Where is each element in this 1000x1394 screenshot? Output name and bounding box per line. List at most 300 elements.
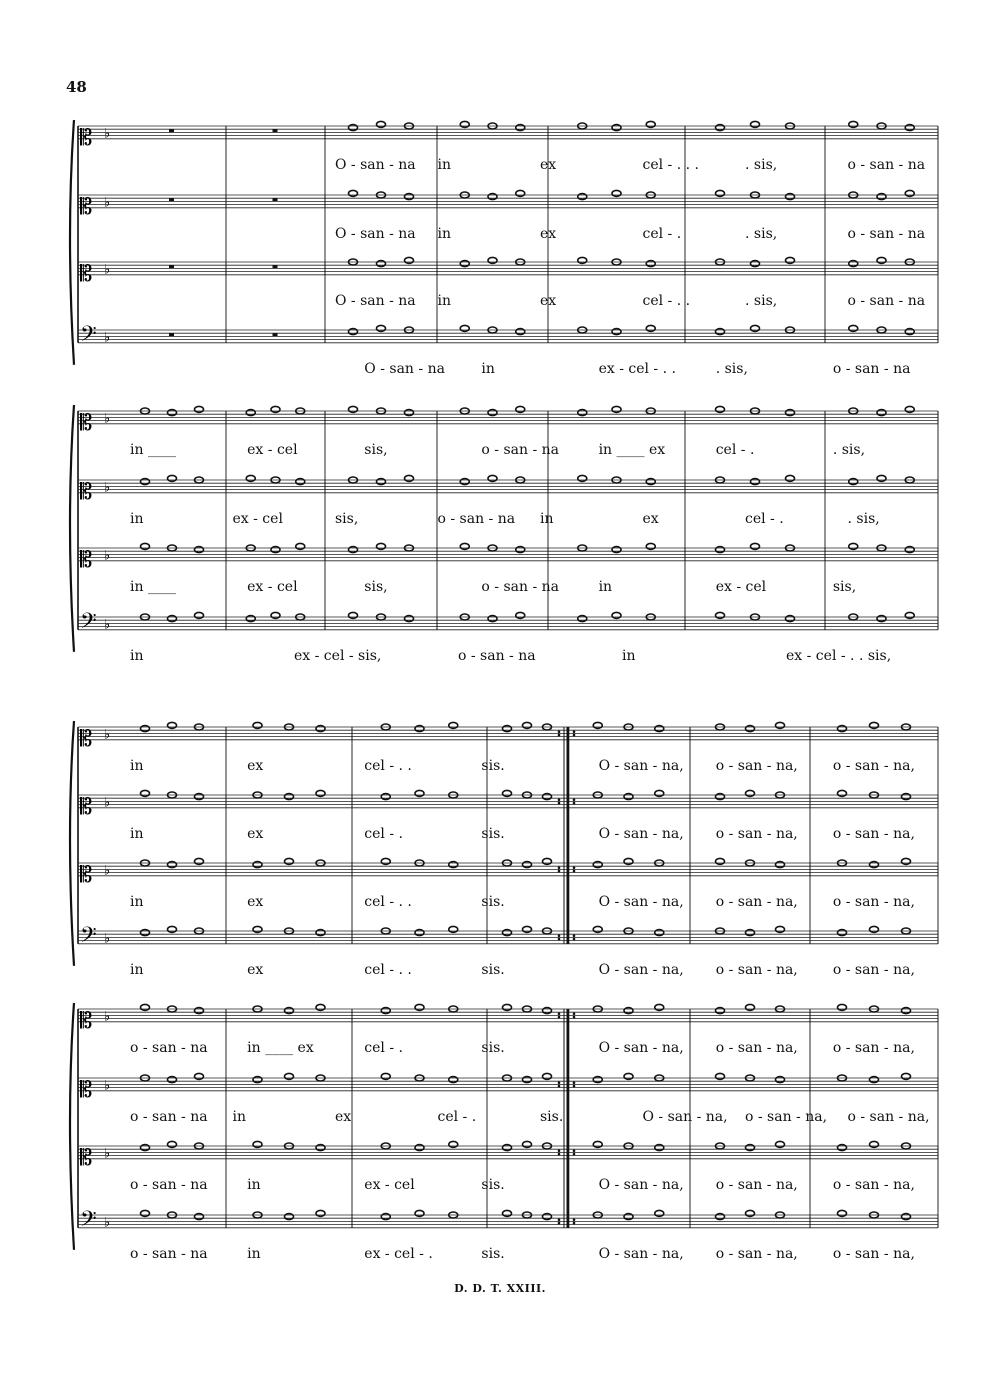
note-head xyxy=(905,547,914,553)
score-system xyxy=(70,120,938,377)
lyric-text: in xyxy=(598,578,613,595)
system-brace xyxy=(70,120,74,365)
rest-icon xyxy=(273,198,278,201)
repeat-dot xyxy=(558,867,561,870)
lyric-text: ex xyxy=(540,156,557,173)
note-head xyxy=(415,790,424,796)
lyric-text: in xyxy=(247,1176,261,1193)
note-head xyxy=(523,722,532,728)
lyric-text: o - san - na xyxy=(832,360,911,377)
lyric-text: ex xyxy=(247,961,264,978)
note-head xyxy=(870,1077,879,1083)
lyric-text: O - san - na, xyxy=(642,1108,728,1125)
note-head xyxy=(349,190,358,196)
note-head xyxy=(849,261,858,267)
note-head xyxy=(405,194,414,200)
lyric-text: o - san - na, xyxy=(847,1108,930,1125)
key-flat-icon: ♭ xyxy=(104,330,111,346)
note-head xyxy=(751,325,760,331)
note-head xyxy=(377,261,386,267)
lyric-text: in xyxy=(130,510,144,527)
lyric-text: ex - cel xyxy=(247,441,298,458)
lyric-text: o - san - na, xyxy=(715,1245,798,1262)
voice-staff xyxy=(78,406,938,457)
lyric-text: o - san - na, xyxy=(832,825,915,842)
lyric-text: o - san - na, xyxy=(715,1039,798,1056)
key-flat-icon: ♭ xyxy=(104,727,111,743)
lyric-text: o - san - na xyxy=(847,292,926,309)
note-head xyxy=(141,790,150,796)
lyric-text: cel - . xyxy=(364,825,403,842)
lyric-text: o - san - na, xyxy=(832,893,915,910)
note-head xyxy=(902,1008,911,1014)
note-head xyxy=(285,1214,294,1220)
lyric-text: in xyxy=(540,510,554,527)
note-head xyxy=(316,1145,325,1151)
note-head xyxy=(905,190,914,196)
note-head xyxy=(543,1214,552,1220)
note-head xyxy=(624,858,633,864)
note-head xyxy=(655,1145,664,1151)
voice-staff xyxy=(78,190,938,241)
note-head xyxy=(905,125,914,131)
lyric-text: o - san - na xyxy=(481,578,560,595)
lyric-text: . sis, xyxy=(832,441,866,458)
voice-staff xyxy=(78,1207,938,1262)
note-head xyxy=(246,475,255,481)
lyric-text: cel - . . xyxy=(642,292,691,309)
repeat-dot xyxy=(558,799,561,802)
note-head xyxy=(716,1073,725,1079)
repeat-dot xyxy=(573,1082,576,1085)
note-head xyxy=(141,726,150,732)
note-head xyxy=(655,726,664,732)
key-flat-icon: ♭ xyxy=(104,1146,111,1162)
lyric-text: in ____ xyxy=(130,578,176,595)
tenor-c-clef-icon: 𝄡 xyxy=(80,862,93,888)
lyric-text: ex - cel xyxy=(232,510,283,527)
note-head xyxy=(253,926,262,932)
repeat-dot xyxy=(558,1219,561,1222)
soprano-c-clef-icon: 𝄡 xyxy=(80,1008,93,1034)
note-head xyxy=(716,190,725,196)
note-head xyxy=(905,329,914,335)
note-head xyxy=(381,858,390,864)
key-flat-icon: ♭ xyxy=(104,795,111,811)
note-head xyxy=(516,125,525,131)
note-head xyxy=(870,722,879,728)
note-head xyxy=(349,547,358,553)
lyric-text: O - san - na, xyxy=(598,757,684,774)
note-head xyxy=(543,1073,552,1079)
note-head xyxy=(405,410,414,416)
note-head xyxy=(593,862,602,868)
note-head xyxy=(415,930,424,936)
note-head xyxy=(285,858,294,864)
note-head xyxy=(612,612,621,618)
lyric-text: cel - . xyxy=(745,510,784,527)
note-head xyxy=(168,1077,177,1083)
lyric-text: o - san - na, xyxy=(715,893,798,910)
note-head xyxy=(349,612,358,618)
repeat-dot xyxy=(573,1222,576,1225)
note-head xyxy=(578,410,587,416)
note-head xyxy=(415,726,424,732)
repeat-dot xyxy=(573,1219,576,1222)
note-head xyxy=(415,1004,424,1010)
note-head xyxy=(246,616,255,622)
note-head xyxy=(716,547,725,553)
note-head xyxy=(751,261,760,267)
note-head xyxy=(296,543,305,549)
lyric-text: cel - . xyxy=(437,1108,477,1125)
lyric-text: cel - . xyxy=(715,441,755,458)
note-head xyxy=(449,862,458,868)
lyric-text: in xyxy=(437,225,451,242)
note-head xyxy=(516,190,525,196)
bass-f-clef-icon: 𝄢 xyxy=(80,922,97,953)
system-brace xyxy=(70,405,74,652)
note-head xyxy=(716,406,725,412)
key-flat-icon: ♭ xyxy=(104,126,111,142)
note-head xyxy=(902,1073,911,1079)
note-head xyxy=(349,329,358,335)
note-head xyxy=(503,790,512,796)
note-head xyxy=(405,257,414,263)
lyric-text: sis. xyxy=(481,1245,505,1262)
note-head xyxy=(195,547,204,553)
note-head xyxy=(543,1008,552,1014)
lyric-text: o - san - na xyxy=(847,156,926,173)
lyric-text: ex xyxy=(247,757,264,774)
key-flat-icon: ♭ xyxy=(104,262,111,278)
note-head xyxy=(141,1145,150,1151)
lyric-text: ex - cel - sis, xyxy=(294,647,382,664)
lyric-text: o - san - na xyxy=(481,441,560,458)
note-head xyxy=(624,1214,633,1220)
soprano-c-clef-icon: 𝄡 xyxy=(80,125,93,151)
lyric-text: O - san - na, xyxy=(598,1245,684,1262)
lyric-text: cel - . . xyxy=(364,757,412,774)
lyric-text: o - san - na xyxy=(130,1108,208,1125)
lyric-text: o - san - na xyxy=(130,1039,208,1056)
voice-staff xyxy=(78,1141,938,1192)
alto-c-clef-icon: 𝄡 xyxy=(80,1077,93,1103)
note-head xyxy=(543,858,552,864)
note-head xyxy=(776,862,785,868)
lyric-text: O - san - na xyxy=(335,156,416,173)
note-head xyxy=(141,543,150,549)
lyric-text: in xyxy=(437,156,451,173)
key-flat-icon: ♭ xyxy=(104,617,111,633)
note-head xyxy=(285,1073,294,1079)
note-head xyxy=(253,1077,262,1083)
repeat-dot xyxy=(573,1085,576,1088)
note-head xyxy=(746,726,755,732)
lyric-text: . sis, xyxy=(847,510,880,527)
note-head xyxy=(415,1210,424,1216)
note-head xyxy=(316,1210,325,1216)
repeat-dot xyxy=(558,1016,561,1019)
note-head xyxy=(381,1008,390,1014)
lyric-text: O - san - na xyxy=(335,292,416,309)
note-head xyxy=(612,190,621,196)
note-head xyxy=(877,194,886,200)
note-head xyxy=(593,722,602,728)
note-head xyxy=(751,543,760,549)
note-head xyxy=(612,329,621,335)
note-head xyxy=(655,930,664,936)
note-head xyxy=(195,1214,204,1220)
bass-f-clef-icon: 𝄢 xyxy=(80,321,97,352)
lyric-text: sis. xyxy=(540,1108,564,1125)
note-head xyxy=(168,475,177,481)
note-head xyxy=(381,1214,390,1220)
lyric-text: O - san - na xyxy=(335,225,416,242)
note-head xyxy=(877,257,886,263)
note-head xyxy=(543,794,552,800)
repeat-dot xyxy=(573,867,576,870)
note-head xyxy=(849,325,858,331)
voice-staff xyxy=(78,475,938,526)
voice-staff xyxy=(78,121,938,172)
lyric-text: sis, xyxy=(335,510,359,527)
note-head xyxy=(195,612,204,618)
note-head xyxy=(902,1214,911,1220)
note-head xyxy=(503,726,512,732)
note-head xyxy=(285,1008,294,1014)
lyric-text: O - san - na, xyxy=(598,893,684,910)
note-head xyxy=(460,261,469,267)
note-head xyxy=(141,1210,150,1216)
repeat-dot xyxy=(558,1153,561,1156)
repeat-dot xyxy=(573,799,576,802)
note-head xyxy=(449,1077,458,1083)
repeat-dot xyxy=(573,1016,576,1019)
lyric-text: in xyxy=(130,757,144,774)
lyric-text: sis. xyxy=(481,1176,505,1193)
lyric-text: o - san - na, xyxy=(715,825,798,842)
note-head xyxy=(168,1141,177,1147)
repeat-dot xyxy=(558,731,561,734)
lyric-text: ex xyxy=(247,825,264,842)
key-flat-icon: ♭ xyxy=(104,480,111,496)
rest-icon xyxy=(169,333,174,336)
rest-icon xyxy=(169,265,174,268)
note-head xyxy=(488,194,497,200)
note-head xyxy=(449,722,458,728)
repeat-dot xyxy=(573,938,576,941)
note-head xyxy=(253,862,262,868)
note-head xyxy=(195,858,204,864)
note-head xyxy=(578,194,587,200)
lyric-text: in ____ xyxy=(130,441,176,458)
lyric-text: . sis, xyxy=(745,225,778,242)
key-flat-icon: ♭ xyxy=(104,548,111,564)
alto-c-clef-icon: 𝄡 xyxy=(80,794,93,820)
lyric-text: in xyxy=(247,1245,261,1262)
lyric-text: o - san - na, xyxy=(715,757,798,774)
note-head xyxy=(503,1210,512,1216)
voice-staff xyxy=(78,858,938,909)
lyric-text: in xyxy=(437,292,451,309)
lyric-text: sis, xyxy=(832,578,857,595)
note-head xyxy=(349,406,358,412)
lyric-text: sis. xyxy=(481,961,505,978)
voice-staff xyxy=(78,790,938,841)
lyric-text: in xyxy=(232,1108,246,1125)
score-system xyxy=(70,721,938,978)
note-head xyxy=(646,479,655,485)
note-head xyxy=(716,612,725,618)
lyric-text: ex xyxy=(247,893,264,910)
note-head xyxy=(838,726,847,732)
note-head xyxy=(746,1004,755,1010)
note-head xyxy=(849,121,858,127)
lyric-text: o - san - na, xyxy=(715,961,798,978)
note-head xyxy=(578,616,587,622)
note-head xyxy=(253,1141,262,1147)
note-head xyxy=(655,1004,664,1010)
lyric-text: ex - cel - . xyxy=(364,1245,433,1262)
repeat-dot xyxy=(558,1150,561,1153)
note-head xyxy=(646,261,655,267)
note-head xyxy=(460,121,469,127)
repeat-dot xyxy=(573,1150,576,1153)
lyric-text: o - san - na, xyxy=(715,1176,798,1193)
note-head xyxy=(449,926,458,932)
lyric-text: cel - . . xyxy=(364,961,412,978)
note-head xyxy=(655,790,664,796)
note-head xyxy=(746,790,755,796)
lyric-text: o - san - na, xyxy=(832,1039,915,1056)
note-head xyxy=(776,722,785,728)
tenor-c-clef-icon: 𝄡 xyxy=(80,1145,93,1171)
lyric-text: O - san - na, xyxy=(598,1176,684,1193)
bass-f-clef-icon: 𝄢 xyxy=(80,1206,97,1237)
note-head xyxy=(488,257,497,263)
repeat-dot xyxy=(558,938,561,941)
bass-f-clef-icon: 𝄢 xyxy=(80,608,97,639)
note-head xyxy=(902,794,911,800)
repeat-dot xyxy=(558,1082,561,1085)
note-head xyxy=(612,406,621,412)
voice-staff xyxy=(78,923,938,978)
note-head xyxy=(838,1145,847,1151)
note-head xyxy=(168,862,177,868)
lyric-text: sis. xyxy=(481,893,505,910)
lyric-text: in xyxy=(481,360,495,377)
lyric-text: cel - . . xyxy=(364,893,412,910)
note-head xyxy=(405,475,414,481)
lyric-text: ex xyxy=(335,1108,352,1125)
note-head xyxy=(195,406,204,412)
note-head xyxy=(523,1077,532,1083)
key-flat-icon: ♭ xyxy=(104,1215,111,1231)
soprano-c-clef-icon: 𝄡 xyxy=(80,726,93,752)
lyric-text: ex - cel - . . sis, xyxy=(786,647,892,664)
note-head xyxy=(488,475,497,481)
note-head xyxy=(751,479,760,485)
note-head xyxy=(405,616,414,622)
note-head xyxy=(877,410,886,416)
voice-staff xyxy=(78,722,938,773)
note-head xyxy=(786,257,795,263)
lyric-text: in ____ ex xyxy=(598,441,666,458)
note-head xyxy=(377,325,386,331)
note-head xyxy=(195,794,204,800)
note-head xyxy=(516,406,525,412)
note-head xyxy=(905,612,914,618)
note-head xyxy=(141,479,150,485)
lyric-text: O - san - na, xyxy=(598,825,684,842)
lyric-text: o - san - na, xyxy=(745,1108,828,1125)
repeat-dot xyxy=(573,802,576,805)
note-head xyxy=(168,722,177,728)
note-head xyxy=(877,475,886,481)
note-head xyxy=(296,479,305,485)
note-head xyxy=(877,616,886,622)
note-head xyxy=(746,1210,755,1216)
repeat-dot xyxy=(558,734,561,737)
note-head xyxy=(593,1077,602,1083)
lyric-text: in xyxy=(622,647,636,664)
lyric-text: ex - cel - . . xyxy=(598,360,676,377)
voice-staff xyxy=(78,257,938,308)
voice-staff xyxy=(78,1073,938,1124)
note-head xyxy=(316,726,325,732)
note-head xyxy=(838,930,847,936)
note-head xyxy=(838,1210,847,1216)
note-head xyxy=(776,1077,785,1083)
note-head xyxy=(168,616,177,622)
repeat-dot xyxy=(573,870,576,873)
lyric-text: cel - . . . xyxy=(642,156,699,173)
lyric-text: o - san - na xyxy=(130,1176,208,1193)
lyric-text: in xyxy=(130,825,144,842)
key-flat-icon: ♭ xyxy=(104,863,111,879)
note-head xyxy=(776,1141,785,1147)
note-head xyxy=(646,121,655,127)
note-head xyxy=(271,547,280,553)
rest-icon xyxy=(273,333,278,336)
note-head xyxy=(381,794,390,800)
repeat-dot xyxy=(558,1085,561,1088)
lyric-text: o - san - na, xyxy=(832,1245,915,1262)
note-head xyxy=(849,479,858,485)
lyric-text: sis, xyxy=(364,441,388,458)
note-head xyxy=(905,406,914,412)
note-head xyxy=(716,1008,725,1014)
lyric-text: cel - . xyxy=(642,225,682,242)
note-head xyxy=(870,862,879,868)
lyric-text: . sis, xyxy=(745,292,778,309)
note-head xyxy=(316,930,325,936)
note-head xyxy=(271,612,280,618)
lyric-text: o - san - na xyxy=(130,1245,208,1262)
repeat-dot xyxy=(573,1153,576,1156)
note-head xyxy=(516,612,525,618)
note-head xyxy=(624,1073,633,1079)
lyric-text: in xyxy=(130,961,144,978)
note-head xyxy=(624,794,633,800)
key-flat-icon: ♭ xyxy=(104,195,111,211)
voice-staff xyxy=(78,322,938,377)
rest-icon xyxy=(169,198,174,201)
note-head xyxy=(624,1008,633,1014)
note-head xyxy=(870,1141,879,1147)
note-head xyxy=(141,1004,150,1010)
